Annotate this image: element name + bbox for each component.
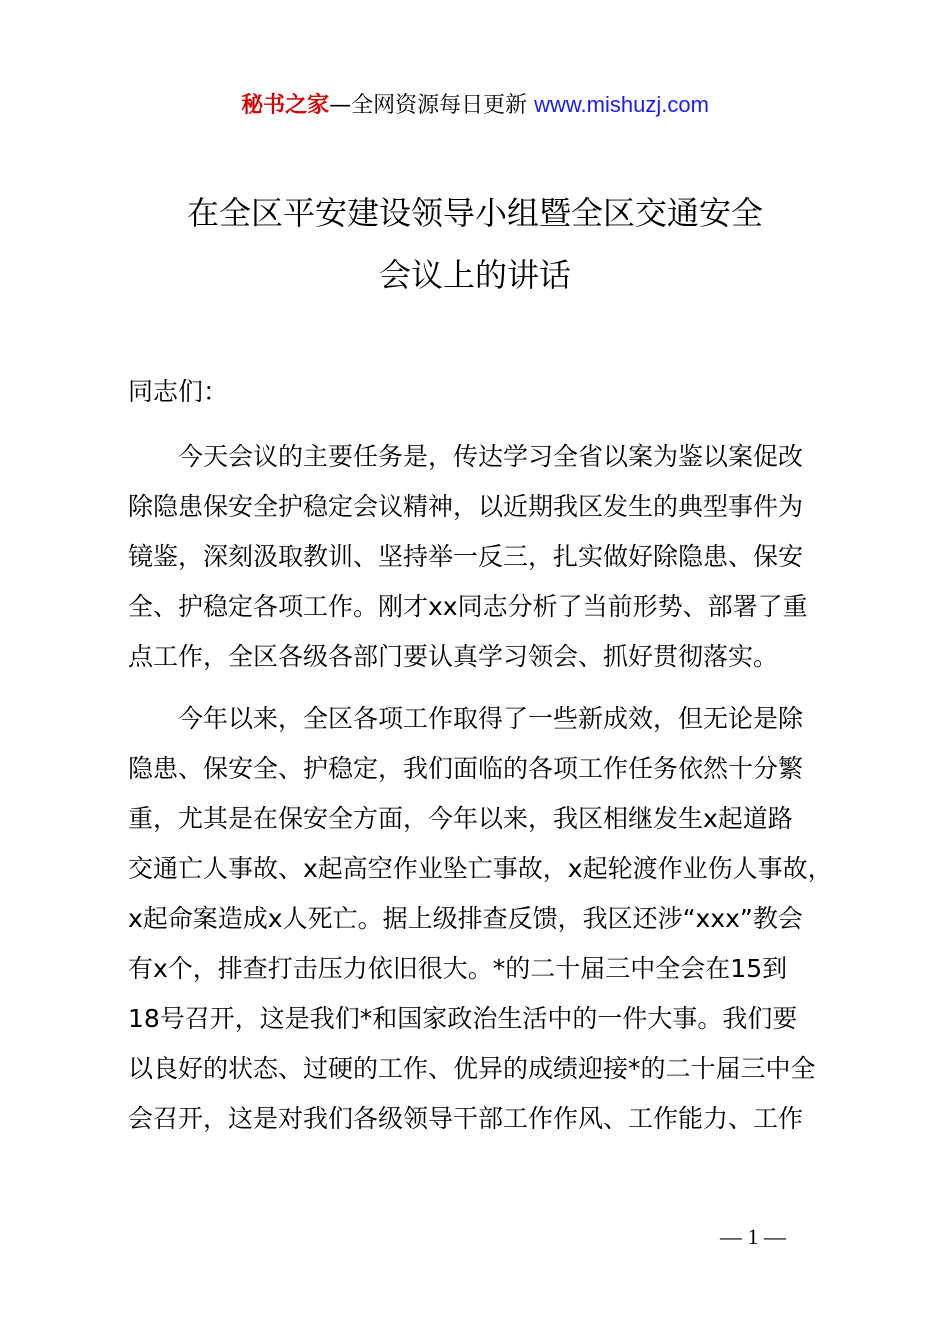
site-url[interactable]: www.mishuzj.com xyxy=(534,92,709,117)
paragraph-line: x起命案造成x人死亡。据上级排查反馈，我区还涉“xxx”教会 xyxy=(128,904,803,933)
paragraph-line: 除隐患保安全护稳定会议精神，以近期我区发生的典型事件为 xyxy=(128,492,804,521)
header-tagline: —全网资源每日更新 xyxy=(329,93,535,118)
title-line: 在全区平安建设领导小组暨全区交通安全 xyxy=(186,194,763,232)
paragraph-2 xyxy=(128,694,838,1144)
paragraph-line: 会召开，这是对我们各级领导干部工作作风、工作能力、工作 xyxy=(128,1104,804,1133)
site-header xyxy=(0,90,950,121)
paragraph-line: 今天会议的主要任务是，传达学习全省以案为鉴以案促改 xyxy=(128,442,804,471)
paragraph-line: 全、护稳定各项工作。刚才xx同志分析了当前形势、部署了重 xyxy=(128,592,808,621)
paragraph-line: 隐患、保安全、护稳定，我们面临的各项工作任务依然十分繁 xyxy=(128,754,804,783)
paragraph-line: 镜鉴，深刻汲取教训、坚持举一反三，扎实做好除隐患、保安 xyxy=(128,542,804,571)
brand-name: 秘书之家 xyxy=(241,93,330,118)
greeting: 同志们： xyxy=(128,377,229,406)
document-title xyxy=(0,182,950,306)
paragraph-line: 交通亡人事故、x起高空作业坠亡事故，x起轮渡作业伤人事故， xyxy=(128,854,833,883)
paragraph-line: 有x个，排查打击压力依旧很大。*的二十届三中全会在15到 xyxy=(128,954,788,983)
page-number: — 1 — xyxy=(720,1224,786,1249)
paragraph-line: 今年以来，全区各项工作取得了一些新成效，但无论是除 xyxy=(128,704,804,733)
paragraph-line: 18号召开，这是我们*和国家政治生活中的一件大事。我们要 xyxy=(128,1004,798,1033)
paragraph-1 xyxy=(128,432,838,682)
paragraph-line: 以良好的状态、过硬的工作、优异的成绩迎接*的二十届三中全 xyxy=(128,1054,816,1083)
paragraph-line: 重，尤其是在保安全方面，今年以来，我区相继发生x起道路 xyxy=(128,804,793,833)
paragraph-line: 点工作，全区各级各部门要认真学习领会、抓好贯彻落实。 xyxy=(128,642,779,671)
title-line: 会议上的讲话 xyxy=(378,256,571,294)
